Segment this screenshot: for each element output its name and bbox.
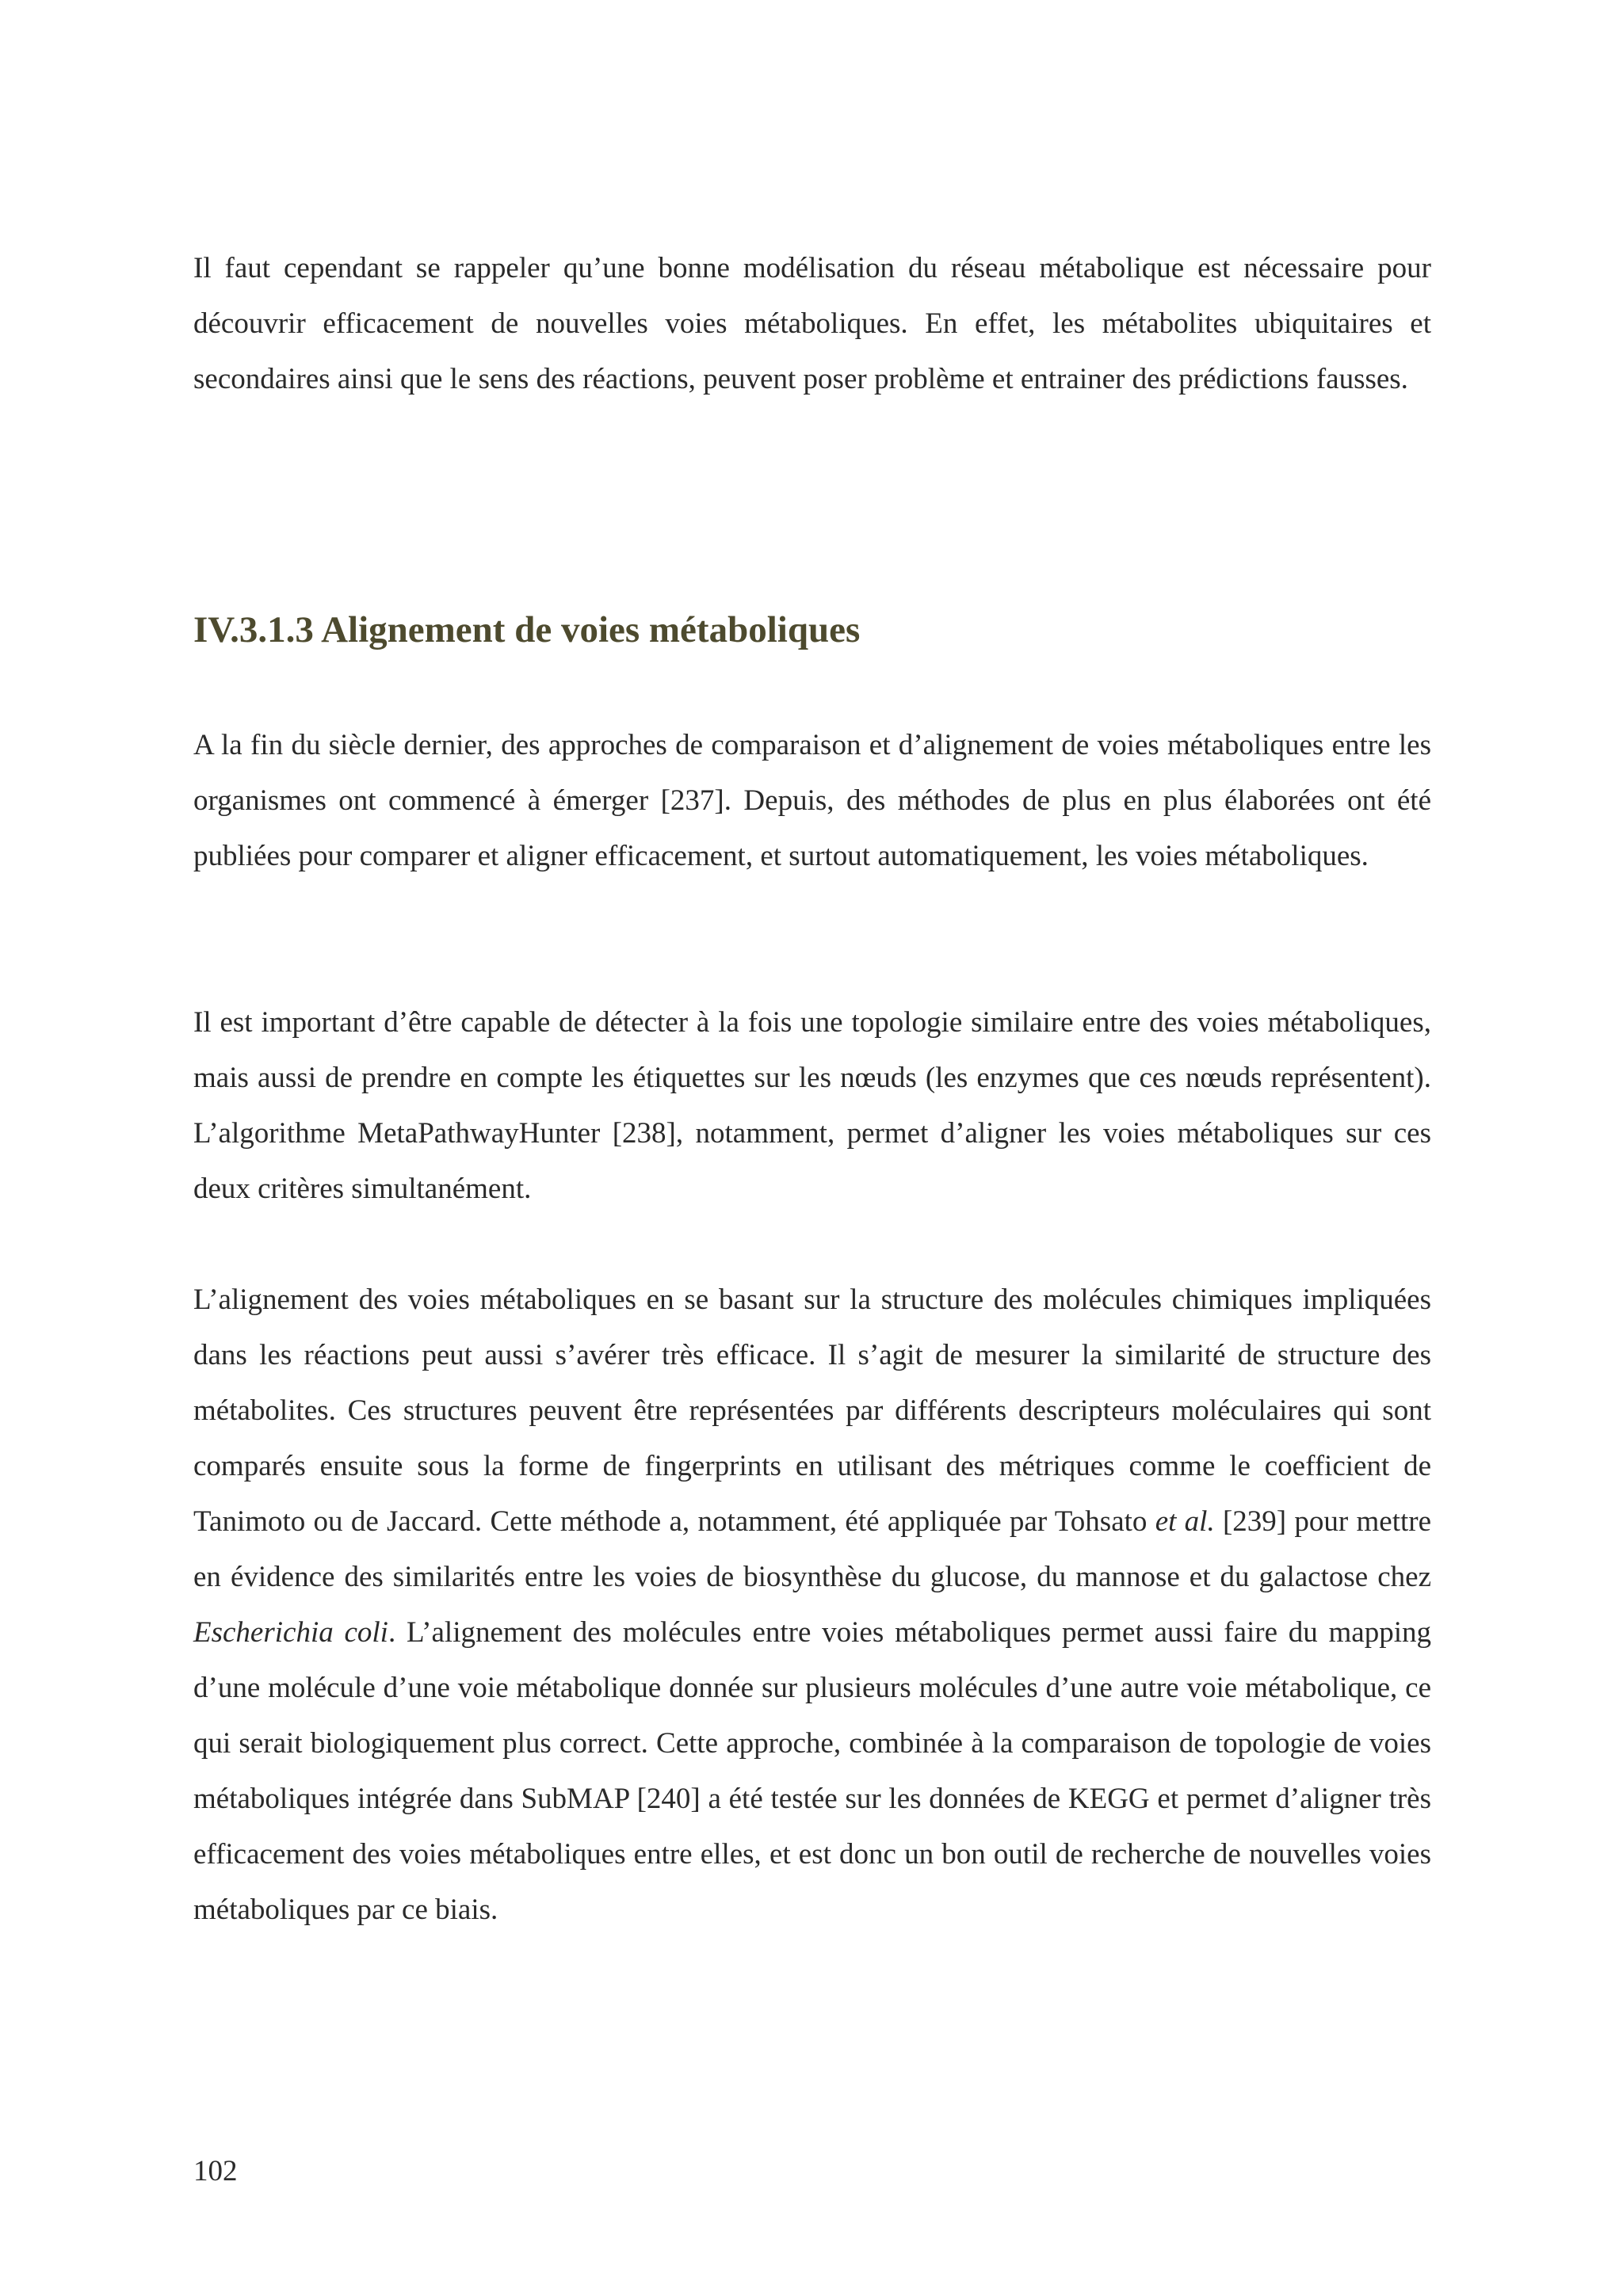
paragraph-topology: Il est important d’être capable de détecter à la fois une topologie similaire entre des voies métaboliques, mais aussi de prendre en compte les étiquettes sur les nœuds (les enzymes que ces nœuds représentent). L’algorithme MetaPathwayHunter [238], notamment, permet d’aligner les voies métaboliques sur ces deux critères simultanément. [193,1006,1431,1205]
paragraph-text-segment: [239] pour mettre en évidence des similarités entre les voies de biosynthèse du glucose, du mannose et du galactose chez [193,1505,1431,1593]
italic-citation-etal: et al. [1155,1505,1215,1538]
paragraph-intro: Il faut cependant se rappeler qu’une bonne modélisation du réseau métabolique est nécessaire pour découvrir efficacement de nouvelles voies métaboliques. En effet, les métabolites ubiquitaires et secondaires ainsi que le sens des réactions, peuvent poser problème et entrainer des prédictions fausses. [193,252,1431,395]
paragraph-history: A la fin du siècle dernier, des approches de comparaison et d’alignement de voies métaboliques entre les organismes ont commencé à émerger [237]. Depuis, des méthodes de plus en plus élaborées ont été publiées pour comparer et aligner efficacement, et surtout automatiquement, les voies métaboliques. [193,729,1431,872]
paragraph-text-segment: L’alignement des voies métaboliques en se basant sur la structure des molécules chimiques impliquées dans les réactions peut aussi s’avérer très efficace. Il s’agit de mesurer la similarité de structure des métabolites. Ces structures peuvent être représentées par différents descripteurs moléculaires qui sont comparés ensuite sous la forme de fingerprints en utilisant des métriques comme le coefficient de Tanimoto ou de Jaccard. Cette méthode a, notamment, été appliquée par Tohsato [193,1283,1431,1538]
section-heading: IV.3.1.3 Alignement de voies métaboliques [193,609,861,650]
italic-species-name: Escherichia coli [193,1616,388,1649]
paragraph-structure-alignment [193,1272,1431,1938]
paragraph-text-segment: . L’alignement des molécules entre voies métaboliques permet aussi faire du mapping d’une molécule d’une voie métabolique donnée sur plusieurs molécules d’une autre voie métabolique, ce qui serait biologiquement plus correct. Cette approche, combinée à la comparaison de topologie de voies métaboliques intégrée dans SubMAP [240] a été testée sur les données de KEGG et permet d’aligner très efficacement des voies métaboliques entre elles, et est donc un bon outil de recherche de nouvelles voies métaboliques par ce biais. [193,1616,1431,1926]
page-number: 102 [193,2155,238,2187]
